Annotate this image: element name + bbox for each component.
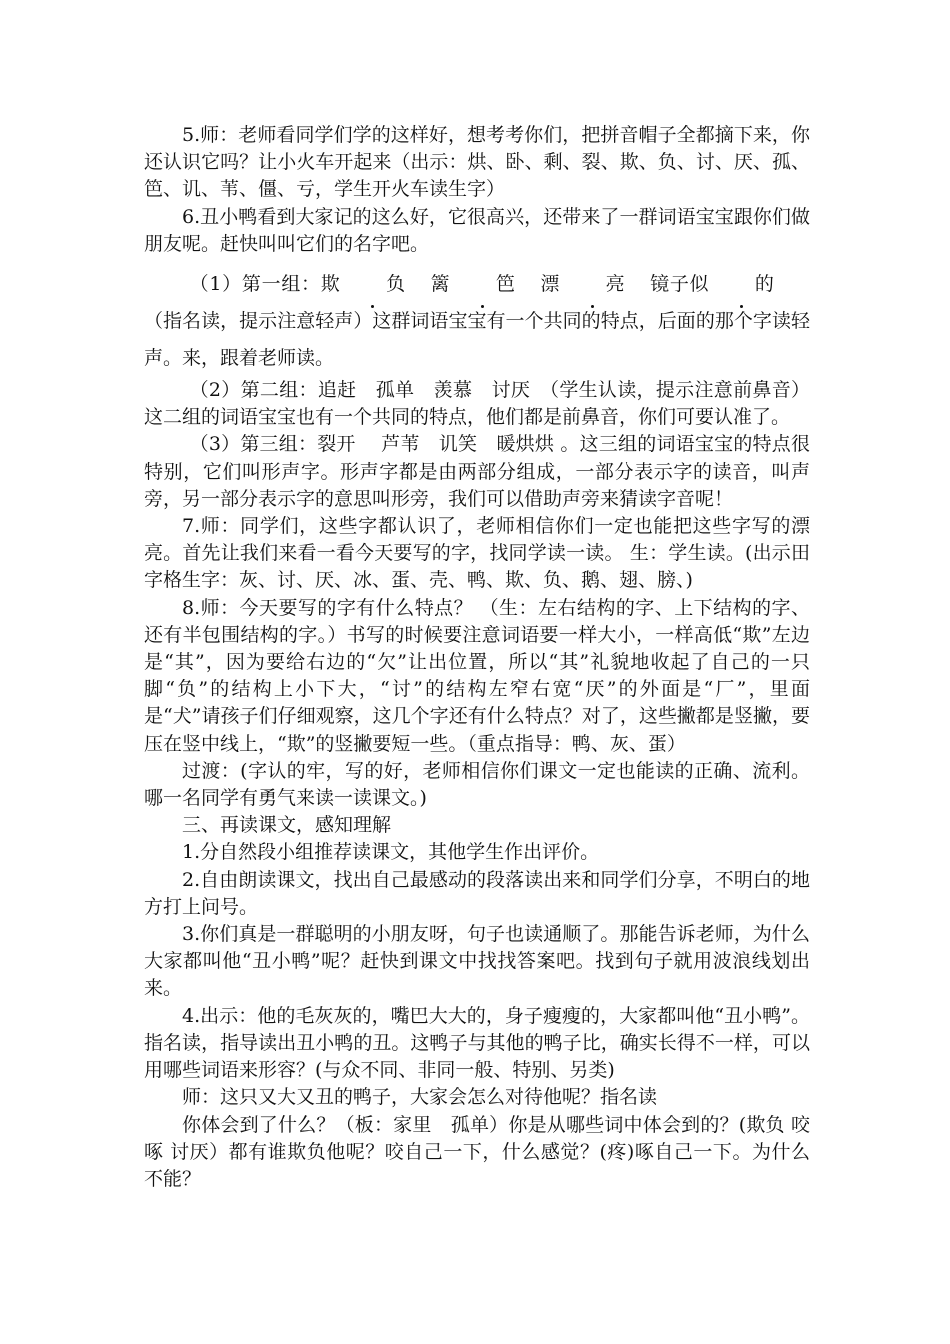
step-2: 2.自由朗读课文，找出自己最感动的段落读出来和同学们分享，不明白的地方打上问号。	[144, 868, 810, 918]
light-tone-dot: 亮	[560, 266, 625, 303]
paragraph-5: 5.师：老师看同学们学的这样好，想考考你们，把拼音帽子全都摘下来，你还认识它吗？让小火车开起来（出示：烘、卧、剩、裂、欺、负、讨、厌、孤、笆、讥、苇、僵、亏，学生开火车读生字）	[144, 124, 810, 201]
light-tone-dot: 负	[341, 266, 406, 303]
word-group-2: （2）第二组：追赶 孤单 羡慕 讨厌 （学生认读，提示注意前鼻音）这二组的词语宝宝也有一个共同的特点，他们都是前鼻音，你们可要认准了。	[144, 379, 810, 429]
word-group-3: （3）第三组：裂开 芦苇 讥笑 暖烘烘 。这三组的词语宝宝的特点很特别，它们叫形声字。形声字都是由两部分组成，一部分表示字的读音，叫声旁，另一部分表示字的意思叫形旁，我们可以借助声旁来猜读字音呢！	[144, 433, 810, 510]
teacher-followup: 你体会到了什么？（板：家里 孤单）你是从哪些词中体会到的？(欺负 咬 啄 讨厌）都有谁欺负他呢？咬自己一下，什么感觉？(疼)啄自己一下。为什么不能？	[144, 1113, 810, 1190]
word-group-1	[144, 266, 810, 377]
light-tone-dot: 的	[709, 266, 774, 303]
paragraph-6: 6.丑小鸭看到大家记的这么好，它很高兴，还带来了一群词语宝宝跟你们做朋友呢。赶快叫叫它们的名字吧。	[144, 205, 810, 255]
group1-hint: （指名读，提示注意轻声）这群词语宝宝有一个共同的特点，后面的那个字读轻声。来，跟着老师读。	[144, 310, 810, 370]
teacher-question: 师：这只又大又丑的鸭子，大家会怎么对待他呢？指名读	[182, 1086, 658, 1109]
word-piaoliang: 漂 亮	[540, 273, 625, 295]
paragraph-8: 8.师：今天要写的字有什么特点？ （生：左右结构的字、上下结构的字、还有半包围结构的字。）书写的时候要注意词语要一样大小，一样高低“欺”左边是“其”，因为要给右边的“欠”让出位置，所以“其”礼貌地收起了自己的一只脚“负”的结构上小下大，“讨”的结构左窄右宽“厌”的外面是“厂”，里面是“犬”请孩子们仔细观察，这几个字还有什么特点？对了，这些撇都是竖撇，要压在竖中线上，“欺”的竖撇要短一些。（重点指导：鸭、灰、蛋）	[144, 596, 810, 755]
group1-prefix: （1）第一组：	[189, 273, 321, 296]
paragraph-7: 7.师：同学们，这些字都认识了，老师相信你们一定也能把这些字写的漂亮。首先让我们来看一看今天要写的字，找同学读一读。 生：学生读。(出示田字格生字：灰、讨、厌、冰、蛋、壳、鸭、欺、负、鹅、翅、膀、)	[144, 515, 810, 592]
transition-paragraph: 过渡：(字认的牢，写的好，老师相信你们课文一定也能读的正确、流利。哪一名同学有勇气来读一读课文。)	[144, 759, 810, 810]
step-1: 1.分自然段小组推荐读课文，其他学生作出评价。	[182, 841, 600, 864]
light-tone-dot: 笆	[450, 266, 515, 303]
step-3: 3.你们真是一群聪明的小朋友呀，句子也读通顺了。那能告诉老师，为什么大家都叫他“丑小鸭”呢？赶快到课文中找找答案吧。找到句子就用波浪线划出来。	[144, 923, 810, 1000]
document-body	[144, 122, 810, 1193]
word-liba: 篱 笆	[430, 273, 515, 295]
step-4: 4.出示：他的毛灰灰的，嘴巴大大的，身子瘦瘦的，大家都叫他“丑小鸭”。指名读，指导读出丑小鸭的丑。这鸭子与其他的鸭子比，确实长得不一样，可以用哪些词语来形容？(与众不同、非同一般、特别、另类)	[144, 1004, 810, 1082]
section-heading-3: 三、再读课文，感知理解	[182, 814, 392, 837]
word-qifu: 欺 负	[321, 273, 405, 295]
word-jingzisi-de: 镜子似 的	[649, 273, 774, 295]
